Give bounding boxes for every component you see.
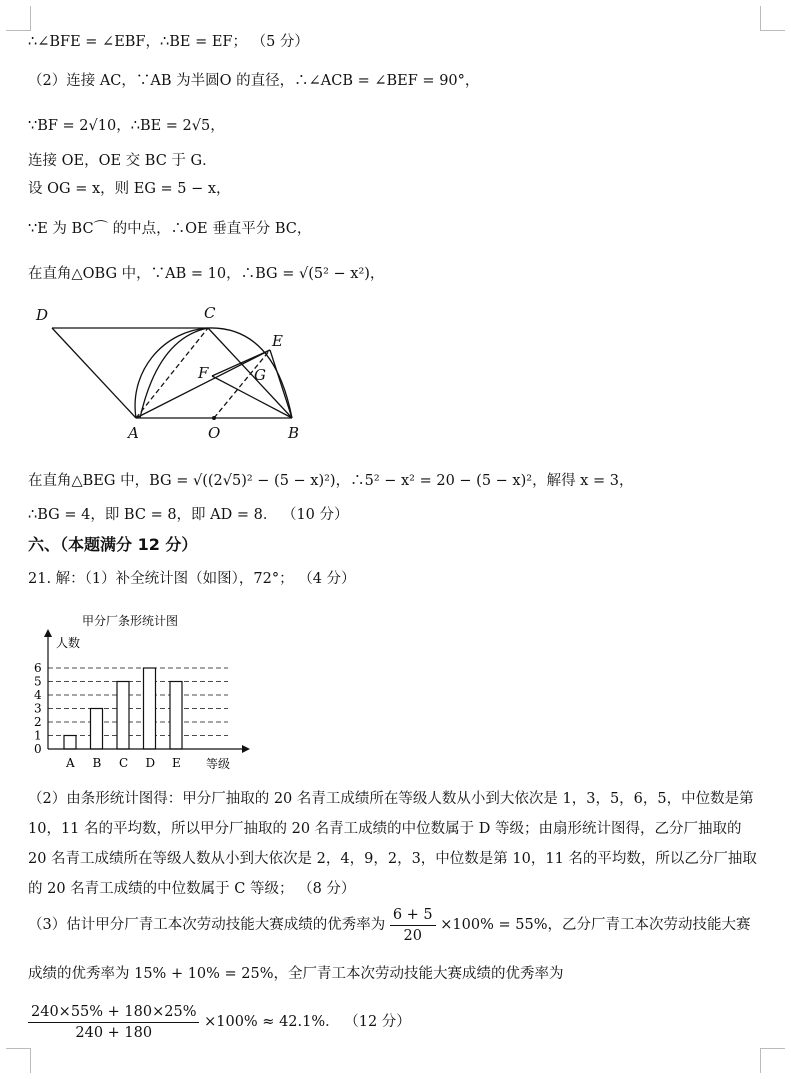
bar-chart: [28, 605, 268, 775]
text-line-3: ∵BF = 2√10，∴BE = 2√5，: [28, 118, 225, 134]
overall-rate-tail: ×100% ≈ 42.1%． （12 分）: [204, 1014, 411, 1030]
text-line-7: 在直角△OBG 中，∵AB = 10，∴BG = √(5² − x²)，: [28, 266, 385, 282]
label-g: G: [254, 366, 266, 384]
label-b: B: [288, 424, 300, 442]
segment-ae: [136, 350, 270, 418]
part-3-intro: （3）估计甲分厂青工本次劳动技能大赛成绩的优秀率为: [28, 917, 386, 933]
x-axis-arrow: [242, 745, 250, 753]
y-tick-label: 2: [34, 715, 42, 729]
y-tick-label: 1: [34, 728, 42, 743]
label-e: E: [272, 332, 283, 350]
paragraph-part-3-line-1: [28, 903, 750, 947]
fraction-denominator: 240 + 180: [75, 1024, 153, 1041]
dashed-oe: [214, 350, 270, 418]
label-o: O: [208, 424, 221, 442]
bar-c: [117, 682, 129, 750]
text-line-6: ∵E 为 BC⌒ 的中点，∴OE 垂直平分 BC，: [28, 221, 312, 237]
part-3-tail: ×100% = 55%，乙分厂青工本次劳动技能大赛: [440, 917, 751, 933]
fraction-denominator: 20: [403, 927, 422, 944]
corner-mark-bottom-left: [6, 1048, 31, 1073]
x-tick-label: E: [172, 756, 181, 770]
text-line-8: 在直角△BEG 中，BG = √((2√5)² − (5 − x)²)，∴5² − x² = 20 − (5 − x)²，解得 x = 3，: [28, 473, 634, 489]
paragraph-part-2: （2）由条形统计图得：甲分厂抽取的 20 名青工成绩所在等级人数从小到大依次是 1，3，5，6，5，中位数是第 10，11 名的平均数，所以甲分厂抽取的 20 名青工成绩的中位数属于 D 等级；由扇形统计图得，乙分厂抽取的 20 名青工成绩所在等级人数从小到大依次是 2，4，9，2，3，中位数是第 10，11 名的平均数，所以乙分厂抽取的 20 名青工成绩的中位数属于 C 等级； （8 分）: [28, 791, 757, 897]
corner-mark-bottom-right: [760, 1048, 785, 1073]
text-line-2: （2）连接 AC，∵AB 为半圆O 的直径，∴∠ACB = ∠BEF = 90°，: [28, 73, 480, 89]
label-a: A: [128, 424, 139, 442]
label-c: C: [204, 304, 216, 322]
paragraph-part-3-line-2: 成绩的优秀率为 15% + 10% = 25%，全厂青工本次劳动技能大赛成绩的优秀率为: [28, 966, 564, 982]
bar-b: [91, 709, 103, 750]
segment-da: [52, 328, 136, 418]
y-tick-label: 0: [34, 742, 42, 756]
text-line-10: 21. 解：（1）补全统计图（如图），72°； （4 分）: [28, 571, 356, 587]
label-d: D: [36, 306, 49, 324]
x-tick-label: C: [119, 756, 129, 770]
y-tick-label: 5: [34, 674, 42, 689]
fraction-overall-rate: [28, 1002, 199, 1043]
text-line-9: ∴BG = 4，即 BC = 8，即 AD = 8． （10 分）: [28, 507, 349, 523]
bar-a: [64, 736, 76, 750]
x-tick-label: B: [92, 756, 102, 770]
bar-e: [170, 682, 182, 750]
x-tick-label: D: [145, 756, 156, 770]
corner-mark-top-right: [760, 6, 785, 31]
fraction-rate-a: [390, 905, 436, 946]
chart-y-label: 人数: [56, 636, 81, 650]
chart-title: 甲分厂条形统计图: [82, 614, 179, 628]
y-tick-label: 4: [34, 688, 42, 702]
y-tick-label: 6: [34, 661, 42, 675]
y-axis-arrow: [44, 629, 52, 637]
geometry-figure: [28, 298, 328, 448]
bar-d: [144, 668, 156, 749]
section-heading: 六、（本题满分 12 分）: [28, 535, 198, 554]
fraction-numerator: 6 + 5: [390, 905, 436, 926]
text-line-4: 连接 OE，OE 交 BC 于 G．: [28, 153, 217, 169]
text-line-1: ∴∠BFE = ∠EBF，∴BE = EF； （5 分）: [28, 34, 309, 50]
text-line-5: 设 OG = x，则 EG = 5 − x，: [28, 181, 231, 197]
chart-x-label: 等级: [206, 757, 231, 771]
paragraph-part-3-line-3: [28, 1000, 411, 1044]
fraction-numerator: 240×55% + 180×25%: [28, 1002, 199, 1023]
label-f: F: [198, 364, 209, 382]
y-tick-label: 3: [34, 701, 42, 716]
corner-mark-top-left: [6, 6, 31, 31]
x-tick-label: A: [66, 756, 75, 770]
center-point-o: [212, 416, 216, 420]
